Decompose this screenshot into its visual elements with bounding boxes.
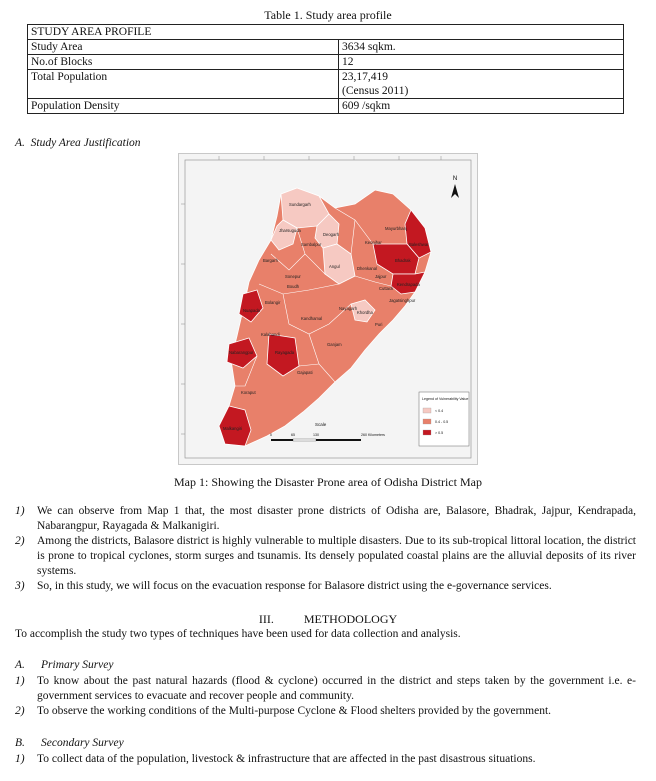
district-label: Bargarh bbox=[263, 258, 278, 263]
table-caption: Table 1. Study area profile bbox=[264, 8, 392, 22]
district-label: Ganjam bbox=[327, 342, 342, 347]
row-value: 609 /sqkm bbox=[339, 99, 624, 114]
map-legend bbox=[419, 392, 469, 446]
scale-label: Scale bbox=[315, 422, 327, 427]
table-header: STUDY AREA PROFILE bbox=[28, 25, 624, 40]
district-label: Baleshwar bbox=[409, 242, 429, 247]
odisha-vulnerability-map bbox=[178, 153, 478, 465]
row-label: Study Area bbox=[28, 40, 339, 55]
subsection-title: Secondary Survey bbox=[41, 737, 124, 749]
district-label: Kalahandi bbox=[261, 332, 280, 337]
legend-item: > 0.5 bbox=[435, 431, 444, 435]
north-arrow-icon bbox=[451, 176, 459, 198]
legend-swatch-mid bbox=[423, 419, 431, 424]
section-number: III. bbox=[258, 612, 274, 626]
legend-swatch-high bbox=[423, 430, 431, 435]
legend-item: < 0.4 bbox=[435, 409, 444, 413]
district-label: Sundargarh bbox=[289, 202, 311, 207]
section-letter: A. bbox=[15, 137, 25, 149]
list-item bbox=[15, 752, 636, 767]
table-header-row bbox=[28, 25, 624, 40]
secondary-survey-list bbox=[15, 752, 636, 767]
list-text: To collect data of the population, livestock & infrastructure that are affected in the past disastrous situations. bbox=[37, 753, 536, 765]
district-label: Kandhamal bbox=[301, 316, 323, 321]
district-label: Jajpur bbox=[375, 274, 387, 279]
district-label: Sambalpur bbox=[301, 242, 322, 247]
list-number: 1) bbox=[15, 505, 25, 517]
table-row bbox=[28, 70, 624, 99]
list-number: 2) bbox=[15, 705, 25, 717]
list-item bbox=[15, 504, 636, 534]
district-label: Keonjhar bbox=[365, 240, 382, 245]
district-label: Deogarh bbox=[323, 232, 340, 237]
table-row bbox=[28, 40, 624, 55]
row-value: 12 bbox=[339, 55, 624, 70]
subsection-letter: B. bbox=[15, 737, 25, 749]
section-title: METHODOLOGY bbox=[303, 612, 398, 626]
list-item bbox=[15, 534, 636, 579]
list-number: 1) bbox=[15, 675, 25, 687]
row-value bbox=[339, 70, 624, 99]
district-label: Gajapati bbox=[297, 370, 313, 375]
district-label: Koraput bbox=[241, 390, 256, 395]
district-label: Nuapada bbox=[243, 308, 260, 313]
district-label: Rayagada bbox=[275, 350, 295, 355]
list-text: Among the districts, Balasore district is highly vulnerable to multiple disasters. Due to its sub-tropical littoral location, the district is prone to tropical cyclones, storm surges and tsunamis. Its densely populated coastal plains are the alluvial deposits of its river systems. bbox=[37, 535, 636, 577]
study-area-table bbox=[27, 24, 624, 114]
scale-tick: 65 bbox=[291, 433, 295, 437]
scale-bar bbox=[270, 422, 385, 441]
legend-swatch-low bbox=[423, 408, 431, 413]
list-number: 2) bbox=[15, 535, 25, 547]
table-row bbox=[28, 99, 624, 114]
justification-list bbox=[15, 504, 636, 594]
list-text: So, in this study, we will focus on the evacuation response for Balasore district using the e-governance services. bbox=[37, 580, 552, 592]
legend-title: Legend of Vulnerability Value bbox=[422, 397, 469, 401]
methodology-heading bbox=[0, 612, 656, 627]
row-label: Population Density bbox=[28, 99, 339, 114]
district-label: Khordha bbox=[357, 310, 373, 315]
map-caption: Map 1: Showing the Disaster Prone area of Odisha District Map bbox=[174, 475, 482, 489]
row-label: No.of Blocks bbox=[28, 55, 339, 70]
district-label: Dhenkanal bbox=[357, 266, 378, 271]
subsection-title: Primary Survey bbox=[41, 659, 114, 671]
secondary-survey-heading bbox=[15, 737, 124, 749]
district-label: Puri bbox=[375, 322, 383, 327]
row-value-note: (Census 2011) bbox=[342, 85, 409, 97]
primary-survey-heading bbox=[15, 659, 114, 671]
section-title: Study Area Justification bbox=[30, 137, 141, 149]
district-label: Bhadrak bbox=[395, 258, 411, 263]
district-label: Cuttack bbox=[379, 286, 394, 291]
primary-survey-list bbox=[15, 674, 636, 719]
table-row bbox=[28, 55, 624, 70]
district-label: Nayagarh bbox=[339, 306, 358, 311]
district-label: Jagatsinghpur bbox=[389, 298, 416, 303]
row-value-line: 23,17,419 bbox=[342, 71, 388, 83]
list-text: We can observe from Map 1 that, the most disaster prone districts of Odisha are, Balasore, Bhadrak, Jajpur, Kendrapada, Nabarangpur, Rayagada & Malkanigiri. bbox=[37, 505, 636, 532]
district-label: Malkangiri bbox=[223, 426, 243, 431]
district-label: Sonepur bbox=[285, 274, 301, 279]
subsection-letter: A. bbox=[15, 659, 25, 671]
methodology-intro: To accomplish the study two types of techniques have been used for data collection and analysis. bbox=[15, 628, 461, 640]
list-text: To know about the past natural hazards (flood & cyclone) occurred in the district and steps taken by the government i.e. e-government services to evacuate and recover people and community. bbox=[37, 675, 636, 702]
district-label: Boudh bbox=[287, 284, 300, 289]
district-label: Angul bbox=[329, 264, 340, 269]
row-label: Total Population bbox=[28, 70, 339, 99]
list-item bbox=[15, 579, 636, 594]
list-text: To observe the working conditions of the Multi-purpose Cyclone & Flood shelters provided by the government. bbox=[37, 705, 552, 717]
scale-tick: 130 bbox=[313, 433, 319, 437]
scale-tick: 0 bbox=[270, 433, 272, 437]
map-svg bbox=[179, 154, 477, 464]
list-number: 1) bbox=[15, 753, 25, 765]
row-value: 3634 sqkm. bbox=[339, 40, 624, 55]
district-label: Mayurbhanj bbox=[385, 226, 407, 231]
list-item bbox=[15, 674, 636, 704]
scale-tick: 260 Kilometers bbox=[361, 433, 385, 437]
district-label: Jharsuguda bbox=[279, 228, 301, 233]
district-label: Bolangir bbox=[265, 300, 281, 305]
north-label: N bbox=[452, 176, 458, 182]
district-label: Nabarangpur bbox=[229, 350, 254, 355]
legend-item: 0.4 - 0.5 bbox=[435, 420, 449, 424]
list-item bbox=[15, 704, 636, 719]
section-a-heading bbox=[15, 137, 141, 149]
district-label: Kendrapada bbox=[397, 282, 420, 287]
list-number: 3) bbox=[15, 580, 25, 592]
